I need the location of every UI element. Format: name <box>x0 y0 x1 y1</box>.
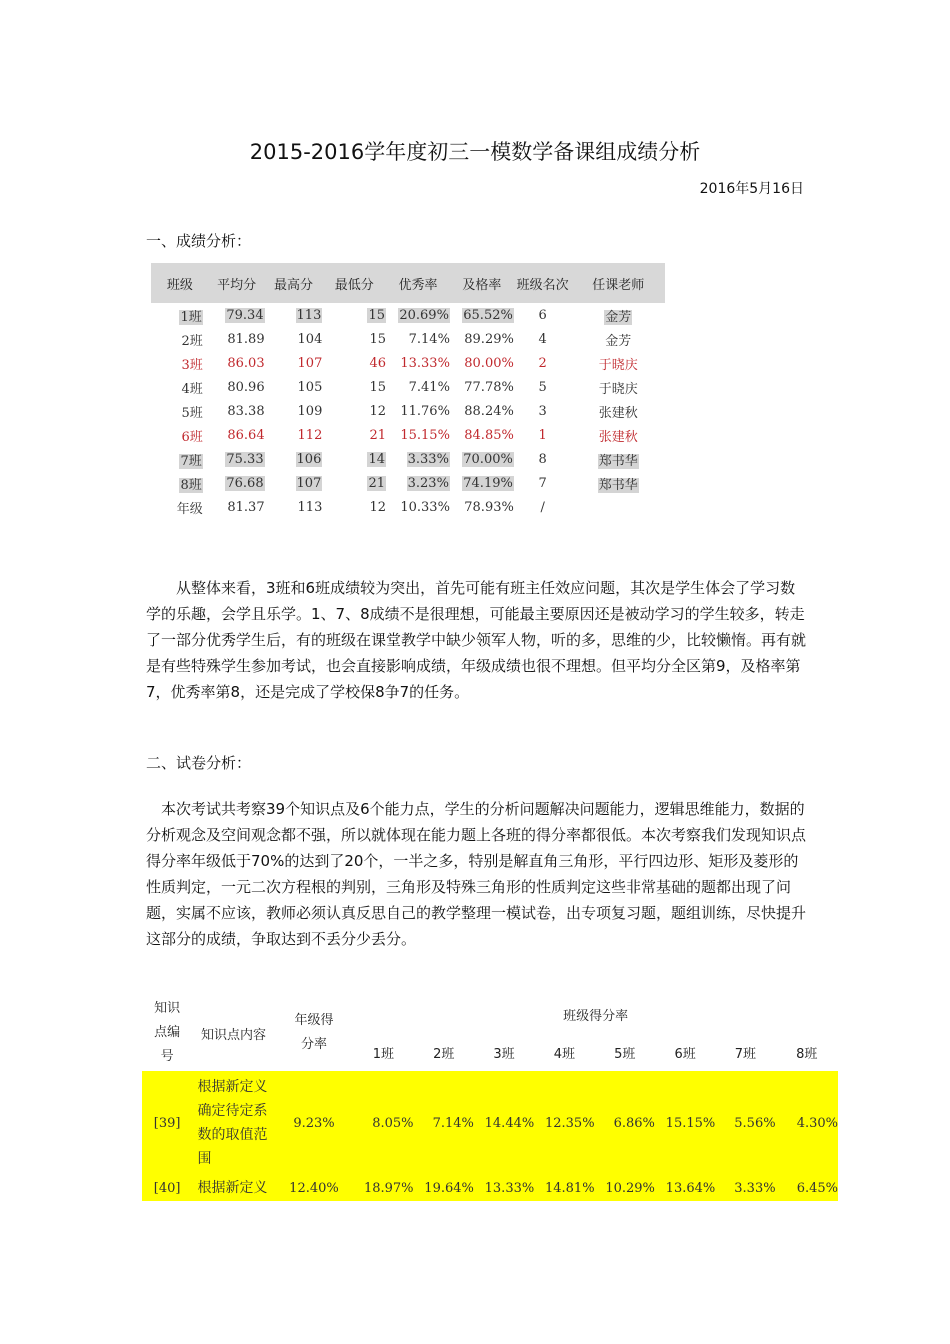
col-header-id-text: 知识点编号 <box>154 1001 181 1064</box>
cell-avg-text: 76.68 <box>226 475 264 491</box>
col-header-class-1: 1班 <box>372 1046 394 1062</box>
cell-max <box>265 495 323 519</box>
cell-min-text: 21 <box>369 427 387 443</box>
col-header-teacher: 任课老师 <box>572 263 665 303</box>
cell-min-text: 21 <box>368 475 386 491</box>
cell-rank <box>514 423 572 447</box>
cell-excellent-text: 7.41% <box>408 379 450 395</box>
cell-class <box>151 495 209 519</box>
col-header-pass: 及格率 <box>450 263 514 303</box>
cell-teacher <box>572 423 665 447</box>
cell-max <box>265 471 323 495</box>
cell-pass-text: 88.24% <box>464 403 514 419</box>
cell-avg <box>209 351 265 375</box>
cell-avg <box>209 471 265 495</box>
cell-max <box>265 375 323 399</box>
cell-pass-text: 65.52% <box>463 307 513 323</box>
cell-avg <box>209 423 265 447</box>
cell-excellent-text: 10.33% <box>400 499 450 515</box>
cell-pass <box>450 423 514 447</box>
cell-class-6-rate: 15.15% <box>655 1071 715 1175</box>
cell-rank-text: 7 <box>538 475 547 491</box>
score-table <box>151 263 665 519</box>
cell-teacher-text: 张建秋 <box>598 405 638 421</box>
paragraph-text: 从整体来看，3班和6班成绩较为突出，首先可能有班主任效应问题，其次是学生体会了学习数学的乐趣，会学且乐学。1、7、8成绩不是很理想，可能最主要原因还是被动学习的学生较多，转走了一部分优秀学生后，有的班级在课堂教学中缺少领军人物，听的多，思维的少，比较懒惰。再有就是有些特殊学生参加考试，也会直接影响成绩，年级成绩也很不理想。但平均分全区第9，及格率第7，优秀率第8，还是完成了学校保8争7的任务。 <box>146 579 807 701</box>
cell-content <box>192 1071 274 1175</box>
cell-class <box>151 423 209 447</box>
col-header-id <box>142 995 192 1071</box>
cell-max-text: 104 <box>297 331 323 347</box>
cell-min <box>322 471 386 495</box>
cell-grade: 9.23% <box>275 1071 353 1175</box>
cell-class <box>151 327 209 351</box>
col-header-class-6: 6班 <box>674 1046 696 1062</box>
cell-teacher <box>572 495 665 519</box>
score-analysis-paragraph <box>146 575 808 705</box>
cell-rank-text: 6 <box>538 307 547 323</box>
cell-class-7-rate: 3.33% <box>715 1175 775 1201</box>
knowledge-table-header-1 <box>142 995 838 1033</box>
cell-max <box>265 327 323 351</box>
cell-class-8-rate: 4.30% <box>776 1071 838 1175</box>
cell-min-text: 15 <box>368 307 386 323</box>
cell-excellent <box>386 495 450 519</box>
cell-class-1-rate: 18.97% <box>353 1175 413 1201</box>
cell-min <box>322 495 386 519</box>
cell-content <box>192 1175 274 1201</box>
cell-avg-text: 75.33 <box>226 451 264 467</box>
table-row <box>151 303 665 327</box>
cell-avg-text: 79.34 <box>226 307 264 323</box>
cell-min <box>322 375 386 399</box>
cell-max-text: 106 <box>296 451 322 467</box>
cell-id: [40] <box>142 1175 192 1201</box>
col-header-content: 知识点内容 <box>201 1027 267 1043</box>
cell-content-text: 根据新定义 <box>197 1180 268 1196</box>
cell-teacher <box>572 447 665 471</box>
cell-rank <box>514 495 572 519</box>
paper-analysis-paragraph <box>146 796 808 952</box>
cell-pass-text: 80.00% <box>464 355 514 371</box>
cell-class <box>151 303 209 327</box>
cell-class-1-rate: 8.05% <box>353 1071 413 1175</box>
cell-excellent <box>386 471 450 495</box>
cell-avg-text: 80.96 <box>227 379 265 395</box>
cell-class-8-rate: 6.45% <box>776 1175 838 1201</box>
table-row <box>142 1175 838 1201</box>
cell-teacher <box>572 375 665 399</box>
cell-avg <box>209 399 265 423</box>
cell-max <box>265 399 323 423</box>
cell-avg-text: 81.37 <box>227 499 265 515</box>
cell-teacher <box>572 327 665 351</box>
col-header-min: 最低分 <box>322 263 386 303</box>
cell-max-text: 112 <box>297 427 323 443</box>
cell-avg <box>209 327 265 351</box>
cell-max-text: 113 <box>296 307 322 323</box>
cell-teacher-text: 金芳 <box>605 309 632 325</box>
table-row <box>151 351 665 375</box>
cell-excellent-text: 15.15% <box>400 427 450 443</box>
col-header-class: 班级 <box>151 263 209 303</box>
cell-avg <box>209 447 265 471</box>
cell-teacher-text: 郑书华 <box>598 453 638 469</box>
cell-class-text: 5班 <box>181 405 203 421</box>
cell-avg-text: 86.64 <box>227 427 265 443</box>
cell-excellent-text: 11.76% <box>400 403 450 419</box>
cell-excellent-text: 7.14% <box>408 331 450 347</box>
cell-grade: 12.40% <box>275 1175 353 1201</box>
cell-avg <box>209 495 265 519</box>
cell-pass <box>450 351 514 375</box>
cell-min-text: 15 <box>369 331 387 347</box>
paragraph-text: 本次考试共考察39个知识点及6个能力点，学生的分析问题解决问题能力，逻辑思维能力，数据的分析观念及空间观念都不强，所以就体现在能力题上各班的得分率都很低。本次考察我们发现知识点得分率年级低于70%的达到了20个，一半之多，特别是解直角三角形，平行四边形、矩形及菱形的性质判定，一元二次方程根的判别，三角形及特殊三角形的性质判定这些非常基础的题都出现了问题，实属不应该，教师必须认真反思自己的教学整理一模试卷，出专项复习题，题组训练，尽快提升这部分的成绩，争取达到不丢分少丢分。 <box>146 800 807 948</box>
cell-rank-text: 4 <box>538 331 547 347</box>
cell-max <box>265 303 323 327</box>
cell-class-2-rate: 19.64% <box>414 1175 474 1201</box>
cell-class-6-rate: 13.64% <box>655 1175 715 1201</box>
cell-class-text: 6班 <box>181 429 203 445</box>
cell-rank <box>514 399 572 423</box>
cell-teacher-text: 郑书华 <box>598 477 638 493</box>
cell-min-text: 12 <box>369 499 387 515</box>
cell-class-5-rate: 10.29% <box>595 1175 655 1201</box>
cell-teacher <box>572 303 665 327</box>
cell-pass-text: 89.29% <box>464 331 514 347</box>
cell-rank <box>514 327 572 351</box>
cell-min-text: 12 <box>369 403 387 419</box>
table-row <box>151 327 665 351</box>
cell-teacher-text: 于晓庆 <box>598 381 638 397</box>
cell-class-text: 4班 <box>181 381 203 397</box>
cell-min <box>322 447 386 471</box>
cell-rank-text: 2 <box>538 355 547 371</box>
cell-teacher <box>572 351 665 375</box>
cell-class-text: 年级 <box>176 501 203 517</box>
cell-excellent <box>386 375 450 399</box>
cell-pass <box>450 495 514 519</box>
cell-excellent <box>386 399 450 423</box>
cell-avg-text: 83.38 <box>227 403 265 419</box>
cell-min-text: 14 <box>368 451 386 467</box>
cell-class-text: 7班 <box>180 453 202 469</box>
cell-excellent-text: 13.33% <box>400 355 450 371</box>
cell-min <box>322 303 386 327</box>
cell-id: [39] <box>142 1071 192 1175</box>
cell-pass-text: 78.93% <box>464 499 514 515</box>
col-header-max: 最高分 <box>265 263 323 303</box>
cell-pass <box>450 447 514 471</box>
col-header-grade <box>275 995 353 1071</box>
cell-rank-text: 8 <box>538 451 547 467</box>
cell-pass <box>450 303 514 327</box>
cell-rank <box>514 471 572 495</box>
cell-pass-text: 77.78% <box>464 379 514 395</box>
cell-rank <box>514 351 572 375</box>
cell-pass-text: 84.85% <box>464 427 514 443</box>
cell-class <box>151 471 209 495</box>
cell-rank <box>514 375 572 399</box>
cell-class <box>151 351 209 375</box>
col-header-class-rate: 班级得分率 <box>563 1008 629 1024</box>
col-header-grade-text: 年级得分率 <box>294 1013 334 1052</box>
cell-min-text: 46 <box>369 355 387 371</box>
cell-max <box>265 423 323 447</box>
cell-max-text: 113 <box>297 499 323 515</box>
cell-max-text: 107 <box>296 475 322 491</box>
cell-rank <box>514 303 572 327</box>
cell-min <box>322 423 386 447</box>
col-header-class-7: 7班 <box>734 1046 757 1062</box>
cell-pass <box>450 327 514 351</box>
col-header-class-3: 3班 <box>493 1046 515 1062</box>
cell-excellent <box>386 351 450 375</box>
cell-avg <box>209 375 265 399</box>
cell-class-text: 1班 <box>180 309 202 325</box>
cell-min <box>322 327 386 351</box>
cell-max <box>265 447 323 471</box>
cell-rank <box>514 447 572 471</box>
cell-pass-text: 74.19% <box>463 475 513 491</box>
cell-avg <box>209 303 265 327</box>
col-header-avg: 平均分 <box>209 263 265 303</box>
col-header-rank: 班级名次 <box>514 263 572 303</box>
cell-rank-text: 3 <box>538 403 547 419</box>
cell-rank-text: / <box>540 499 545 515</box>
cell-class-7-rate: 5.56% <box>715 1071 775 1175</box>
cell-pass <box>450 375 514 399</box>
score-table-header <box>151 263 665 303</box>
col-header-class-8: 8班 <box>796 1046 818 1062</box>
cell-class-3-rate: 13.33% <box>474 1175 534 1201</box>
cell-max-text: 107 <box>297 355 323 371</box>
cell-class-4-rate: 14.81% <box>534 1175 594 1201</box>
cell-excellent <box>386 327 450 351</box>
cell-class-5-rate: 6.86% <box>595 1071 655 1175</box>
cell-class <box>151 375 209 399</box>
cell-teacher-text: 张建秋 <box>598 429 638 445</box>
cell-max-text: 109 <box>297 403 323 419</box>
page-title: 2015-2016学年度初三一模数学备课组成绩分析 <box>249 140 701 164</box>
cell-rank-text: 5 <box>538 379 547 395</box>
cell-min-text: 15 <box>369 379 387 395</box>
col-header-class-4: 4班 <box>553 1046 576 1062</box>
table-row <box>151 471 665 495</box>
cell-min <box>322 399 386 423</box>
cell-avg-text: 86.03 <box>227 355 265 371</box>
cell-class <box>151 399 209 423</box>
cell-excellent-text: 20.69% <box>399 307 449 323</box>
cell-class-text: 8班 <box>180 477 202 493</box>
table-row <box>151 495 665 519</box>
cell-excellent <box>386 303 450 327</box>
cell-max <box>265 351 323 375</box>
knowledge-table <box>142 995 838 1201</box>
cell-content-text: 根据新定义确定待定系数的取值范围 <box>197 1079 268 1167</box>
cell-teacher-text: 金芳 <box>605 333 632 349</box>
report-date: 2016年5月16日 <box>699 181 804 197</box>
cell-excellent <box>386 447 450 471</box>
cell-excellent-text: 3.33% <box>407 451 449 467</box>
table-row <box>151 447 665 471</box>
cell-pass-text: 70.00% <box>463 451 513 467</box>
cell-class-4-rate: 12.35% <box>534 1071 594 1175</box>
col-header-class-2: 2班 <box>433 1046 455 1062</box>
col-header-class-5: 5班 <box>614 1046 636 1062</box>
cell-teacher <box>572 471 665 495</box>
cell-teacher <box>572 399 665 423</box>
cell-pass <box>450 399 514 423</box>
cell-pass <box>450 471 514 495</box>
cell-class <box>151 447 209 471</box>
table-row <box>151 375 665 399</box>
col-header-excellent: 优秀率 <box>386 263 450 303</box>
cell-excellent <box>386 423 450 447</box>
cell-max-text: 105 <box>297 379 323 395</box>
cell-avg-text: 81.89 <box>227 331 265 347</box>
cell-excellent-text: 3.23% <box>407 475 449 491</box>
section-heading-score: 一、成绩分析： <box>146 232 252 250</box>
table-row <box>151 399 665 423</box>
cell-class-text: 2班 <box>181 333 203 349</box>
cell-teacher-text: 于晓庆 <box>598 357 638 373</box>
section-heading-paper: 二、试卷分析： <box>146 754 252 772</box>
cell-rank-text: 1 <box>538 427 547 443</box>
cell-class-text: 3班 <box>181 357 203 373</box>
cell-class-2-rate: 7.14% <box>414 1071 474 1175</box>
cell-class-3-rate: 14.44% <box>474 1071 534 1175</box>
cell-min <box>322 351 386 375</box>
table-row <box>151 423 665 447</box>
table-row <box>142 1071 838 1175</box>
